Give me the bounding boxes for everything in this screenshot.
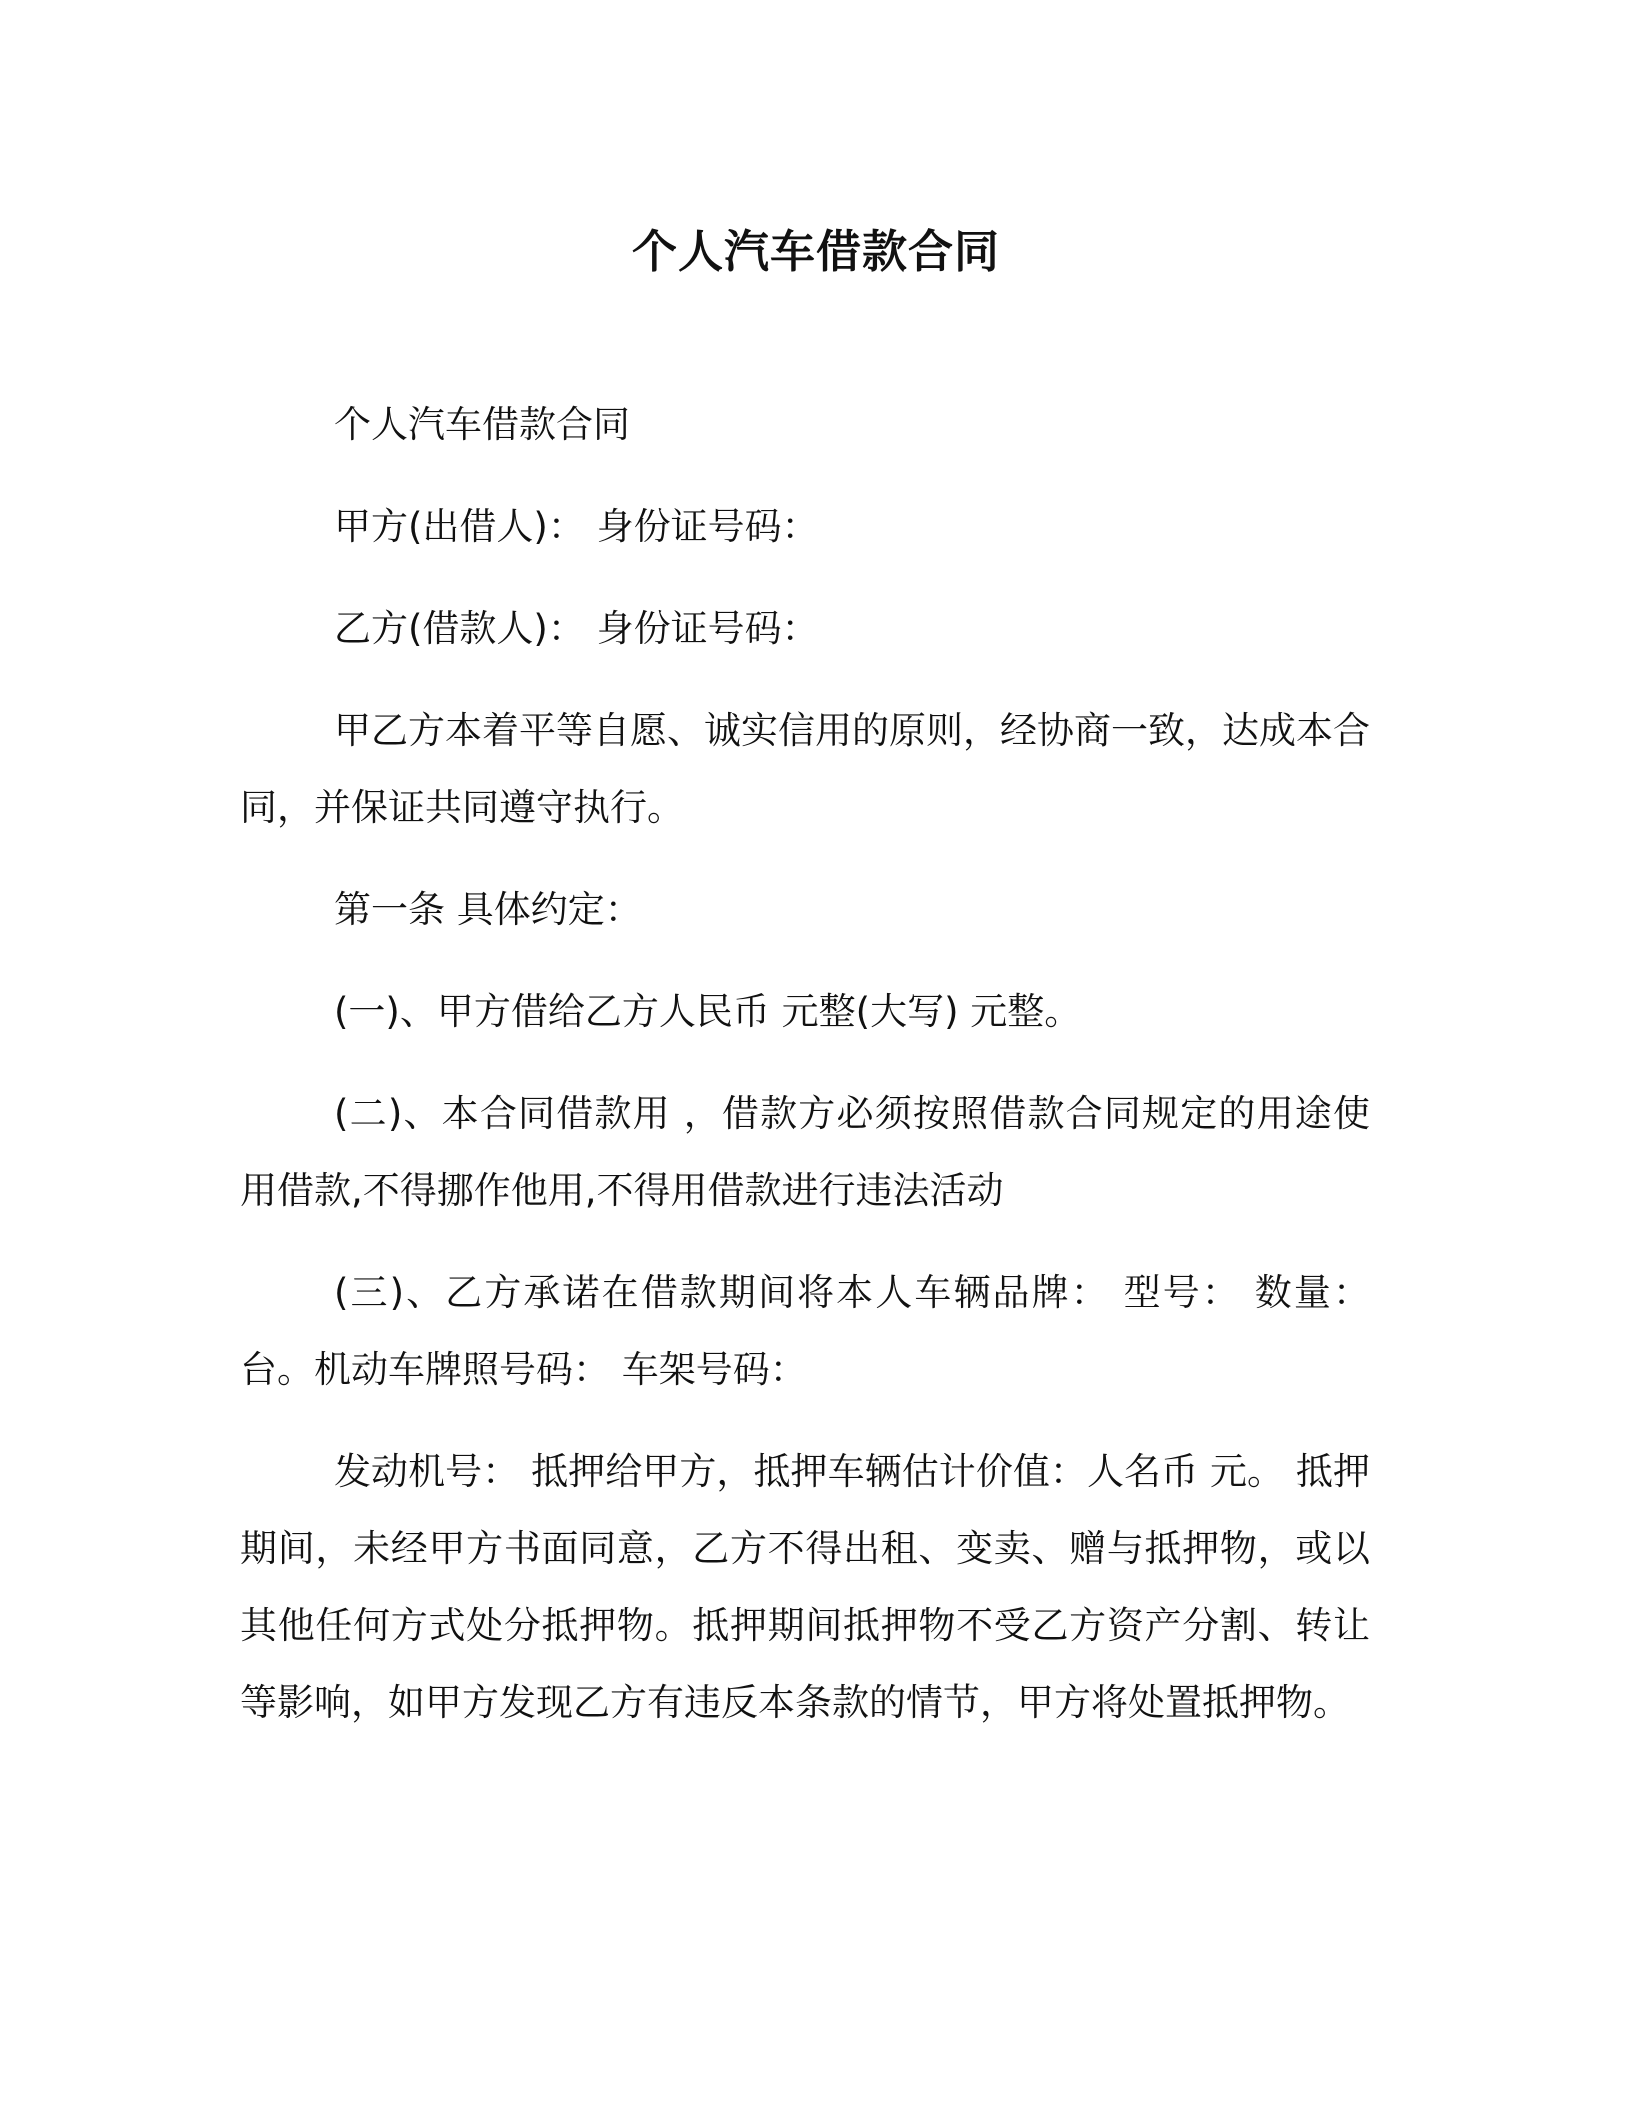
document-title: 个人汽车借款合同: [631, 225, 1000, 278]
clause-one: (一)、甲方借给乙方人民币 元整(大写) 元整。: [334, 990, 1082, 1033]
mortgage-paragraph: 发动机号： 抵押给甲方，抵押车辆估计价值：人名币 元。 抵押期间，未经甲方书面同意，乙方不得出租、变卖、赠与抵押物，或以其他任何方式处分抵押物。抵押期间抵押物不受乙方资产分割、转让等影响，如甲方发现乙方有违反本条款的情节，甲方将处置抵押物。: [240, 1450, 1370, 1724]
article-one-heading: 第一条 具体约定：: [334, 888, 642, 931]
subtitle-paragraph: 个人汽车借款合同: [334, 403, 630, 446]
document-body: [240, 386, 1370, 1766]
preamble-paragraph: 甲乙方本着平等自愿、诚实信用的原则，经协商一致，达成本合同，并保证共同遵守执行。: [240, 709, 1370, 829]
clause-two: (二)、本合同借款用 ，借款方必须按照借款合同规定的用途使用借款,不得挪作他用,不得用借款进行违法活动: [240, 1092, 1370, 1212]
party-a-line: 甲方(出借人)： 身份证号码：: [334, 505, 819, 548]
party-b-line: 乙方(借款人)： 身份证号码：: [334, 607, 819, 650]
clause-three: (三)、乙方承诺在借款期间将本人车辆品牌： 型号： 数量： 台。机动车牌照号码： 车架号码：: [240, 1271, 1370, 1391]
